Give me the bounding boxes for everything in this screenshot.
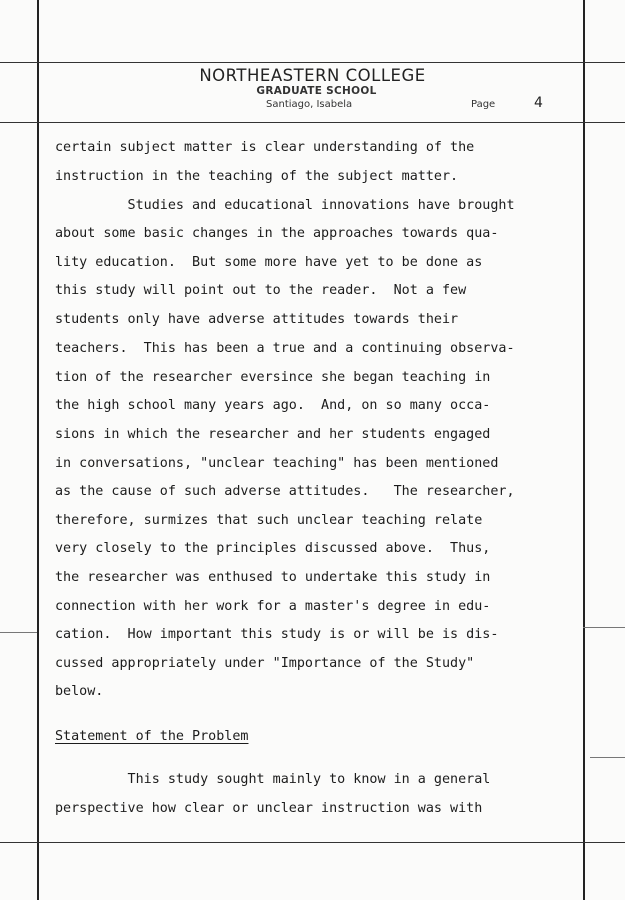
body-line: the high school many years ago. And, on so many occa- xyxy=(55,398,491,413)
left-tick-rule xyxy=(0,632,37,633)
right-margin-rule xyxy=(583,0,585,900)
section-line: This study sought mainly to know in a general xyxy=(55,772,491,787)
body-line: very closely to the principles discussed above. Thus, xyxy=(55,541,491,556)
page-number: 4 xyxy=(534,95,543,111)
body-line: Studies and educational innovations have brought xyxy=(55,198,515,213)
body-line: below. xyxy=(55,684,104,699)
body-line: connection with her work for a master's degree in edu- xyxy=(55,599,491,614)
right-tick-rule-lower xyxy=(590,757,625,758)
body-line: cation. How important this study is or will be is dis- xyxy=(55,627,499,642)
header-bottom-rule xyxy=(0,122,625,123)
right-tick-rule xyxy=(583,627,625,628)
graduate-school-label: GRADUATE SCHOOL xyxy=(256,85,377,97)
body-line: about some basic changes in the approaches towards qua- xyxy=(55,226,499,241)
body-line: lity education. But some more have yet to be done as xyxy=(55,255,483,270)
header-top-rule xyxy=(0,62,625,63)
body-line: therefore, surmizes that such unclear teaching relate xyxy=(55,513,483,528)
body-line: cussed appropriately under "Importance of the Study" xyxy=(55,656,475,671)
footer-rule xyxy=(0,842,625,843)
body-line: certain subject matter is clear understanding of the xyxy=(55,140,475,155)
body-line: students only have adverse attitudes towards their xyxy=(55,312,459,327)
body-line: as the cause of such adverse attitudes. The researcher, xyxy=(55,484,515,499)
location-label: Santiago, Isabela xyxy=(266,99,353,110)
college-name: NORTHEASTERN COLLEGE xyxy=(199,66,426,85)
body-line: teachers. This has been a true and a continuing observa- xyxy=(55,341,515,356)
body-line: the researcher was enthused to undertake this study in xyxy=(55,570,491,585)
body-line: tion of the researcher eversince she began teaching in xyxy=(55,370,491,385)
page-label: Page xyxy=(471,99,496,110)
section-line: perspective how clear or unclear instruction was with xyxy=(55,801,483,816)
body-line: instruction in the teaching of the subject matter. xyxy=(55,169,459,184)
body-line: this study will point out to the reader. Not a few xyxy=(55,283,467,298)
left-margin-rule xyxy=(37,0,39,900)
body-line: sions in which the researcher and her students engaged xyxy=(55,427,491,442)
section-heading: Statement of the Problem xyxy=(55,729,249,744)
body-line: in conversations, "unclear teaching" has been mentioned xyxy=(55,456,499,471)
